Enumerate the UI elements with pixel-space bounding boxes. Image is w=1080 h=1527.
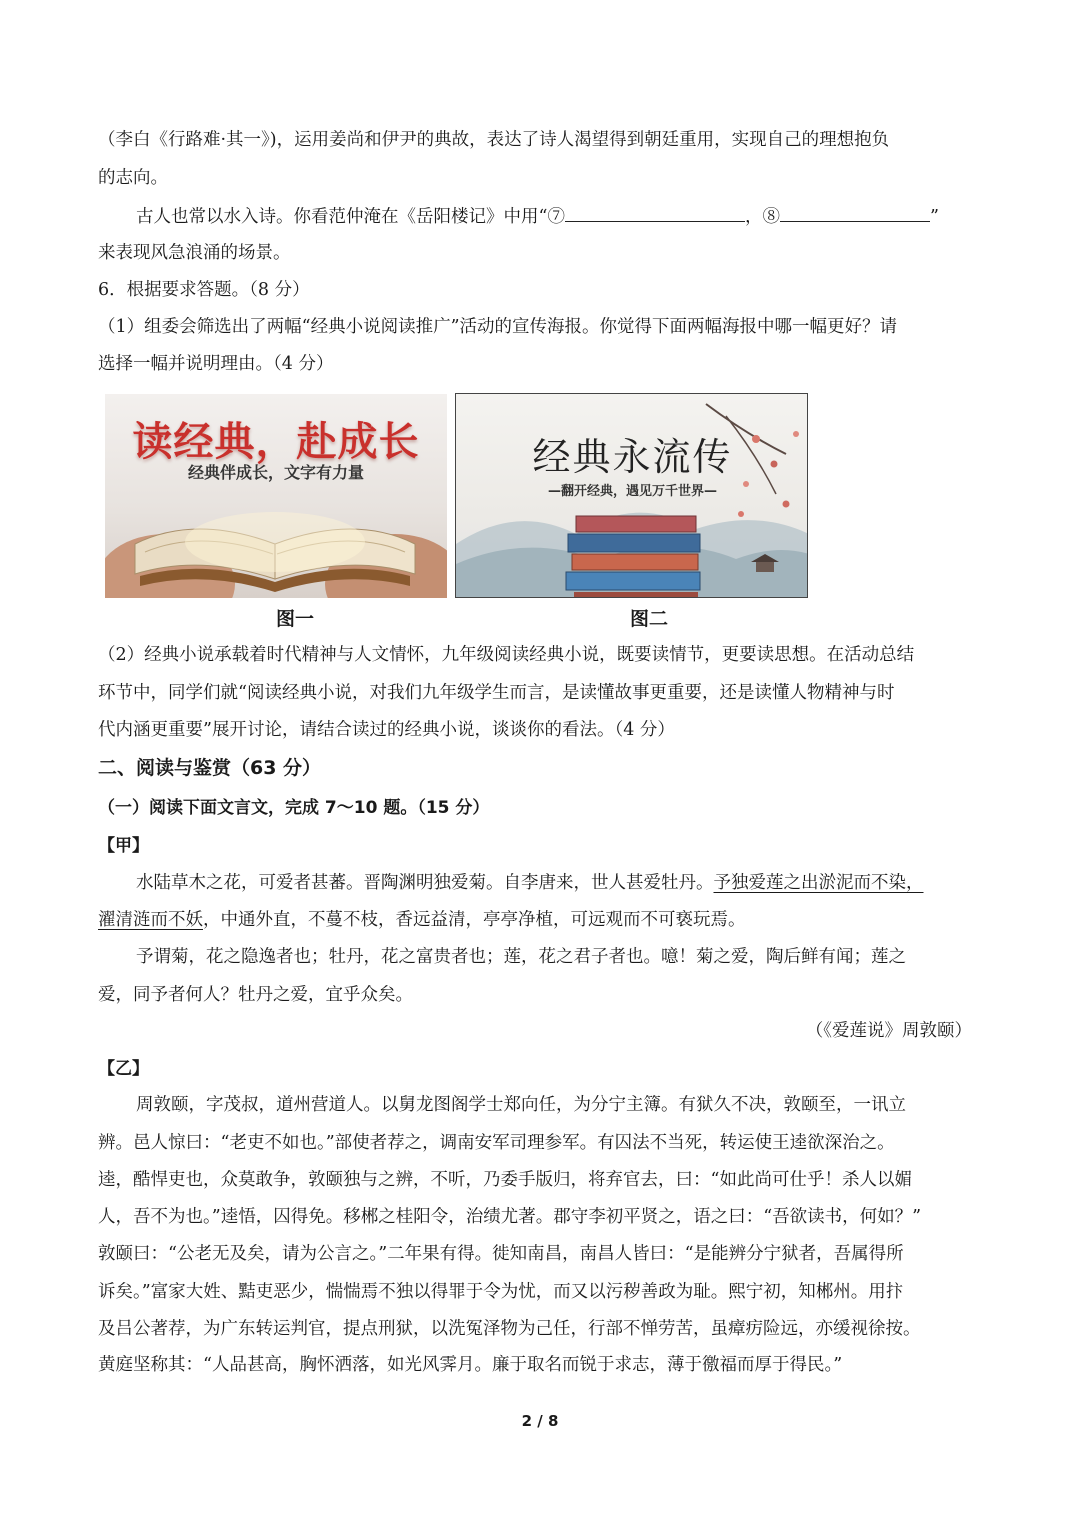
passage-yi-label: 【乙】 <box>98 1059 149 1079</box>
question-6-1-line-1: （1）组委会筛选出了两幅“经典小说阅读推广”活动的宣传海报。你觉得下面两幅海报中哪一幅更好？请 <box>98 317 898 337</box>
poster-figure-2 <box>455 393 808 598</box>
poster2-subtitle: —翻开经典，遇见万千世界— <box>547 484 717 499</box>
passage-yi-line-6: 诉矣。”富家大姓、黠吏恶少，惴惴焉不独以得罪于令为忧，而又以污秽善政为耻。熙宁初，知郴州。用抃 <box>98 1282 904 1302</box>
passage-jia-line-4: 爱，同予者何人？牡丹之爱，宜乎众矣。 <box>98 985 413 1005</box>
fill-in-suffix: ” <box>929 207 939 227</box>
answer-blank-8[interactable] <box>780 203 930 222</box>
passage-yi-line-7: 及吕公著荐，为广东转运判官，提点刑狱，以洗冤泽物为己任，行部不惮劳苦，虽瘴疠险远，亦缓视徐按。 <box>98 1319 921 1339</box>
passage-jia-line-3: 予谓菊，花之隐逸者也；牡丹，花之富贵者也；莲，花之君子者也。噫！菊之爱，陶后鲜有闻；莲之 <box>136 947 906 967</box>
question-6-title: 6．根据要求答题。（8 分） <box>98 280 310 300</box>
subsection-1-heading: （一）阅读下面文言文，完成 7～10 题。（15 分） <box>98 798 490 818</box>
fill-in-question <box>136 203 939 229</box>
passage-jia-label: 【甲】 <box>98 836 149 856</box>
passage-yi-line-3: 逵，酷悍吏也，众莫敢争，敦颐独与之辨，不听，乃委手版归，将弃官去，曰：“如此尚可仕乎！杀人以媚 <box>98 1170 912 1190</box>
passage-jia-line-1 <box>136 871 924 895</box>
question-6-2-line-1: （2）经典小说承载着时代精神与人文情怀，九年级阅读经典小说，既要读情节，更要读思想。在活动总结 <box>98 645 915 665</box>
fill-in-mid: ，⑧ <box>744 207 780 227</box>
passage-jia-source: （《爱莲说》周敦颐） <box>805 1021 972 1041</box>
jia-line-2-plain: ，中通外直，不蔓不枝，香远益清，亭亭净植，可远观而不可亵玩焉。 <box>203 910 746 930</box>
open-book-hands-illustration <box>105 394 447 598</box>
jia-line-1-underlined: 予独爱莲之出淤泥而不染， <box>713 873 924 893</box>
page-number: 2 / 8 <box>521 1412 559 1430</box>
fill-in-prefix: 古人也常以水入诗。你看范仲淹在《岳阳楼记》中用“⑦ <box>136 207 565 227</box>
text-line-1: （李白《行路难·其一》)，运用姜尚和伊尹的典故，表达了诗人渴望得到朝廷重用，实现自己的理想抱负 <box>98 130 890 150</box>
answer-blank-7[interactable] <box>565 203 745 222</box>
passage-yi-line-2: 辨。邑人惊曰：“老吏不如也。”部使者荐之，调南安军司理参军。有囚法不当死，转运使王逵欲深治之。 <box>98 1133 895 1153</box>
text-line-4: 来表现风急浪涌的场景。 <box>98 243 291 263</box>
passage-yi-line-8: 黄庭坚称其：“人品甚高，胸怀洒落，如光风霁月。廉于取名而锐于求志，薄于徼福而厚于得民。” <box>98 1355 843 1375</box>
question-6-2-line-3: 代内涵更重要”展开讨论，请结合读过的经典小说，谈谈你的看法。（4 分） <box>98 720 675 740</box>
passage-yi-line-1: 周敦颐，字茂叔，道州营道人。以舅龙图阁学士郑向任，为分宁主簿。有狱久不决，敦颐至，一讯立 <box>136 1095 906 1115</box>
poster1-title: 读经典，赴成长 <box>132 419 420 465</box>
text-line-2: 的志向。 <box>98 168 168 188</box>
passage-yi-line-4: 人，吾不为也。”逵悟，囚得免。移郴之桂阳令，治绩尤著。郡守李初平贤之，语之曰：“吾欲读书，何如？” <box>98 1207 922 1227</box>
poster-figure-1 <box>105 394 447 598</box>
question-6-2-line-2: 环节中，同学们就“阅读经典小说，对我们九年级学生而言，是读懂故事更重要，还是读懂人物精神与时 <box>98 683 895 703</box>
figure-caption-1: 图一 <box>276 608 315 630</box>
section-2-heading: 二、阅读与鉴赏（63 分） <box>98 757 322 779</box>
poster1-subtitle: 经典伴成长，文字有力量 <box>187 463 364 482</box>
passage-yi-line-5: 敦颐曰：“公老无及矣，请为公言之。”二年果有得。徙知南昌，南昌人皆曰：“是能辨分宁狱者，吾属得所 <box>98 1244 904 1264</box>
poster2-title: 经典永流传 <box>532 435 733 479</box>
question-6-1-line-2: 选择一幅并说明理由。（4 分） <box>98 354 334 374</box>
jia-line-1-plain: 水陆草木之花，可爱者甚蕃。晋陶渊明独爱菊。自李唐来，世人甚爱牡丹。 <box>136 873 714 893</box>
passage-jia-line-2 <box>98 908 746 932</box>
jia-line-2-underlined: 濯清涟而不妖 <box>98 910 203 930</box>
figure-caption-2: 图二 <box>630 608 669 630</box>
